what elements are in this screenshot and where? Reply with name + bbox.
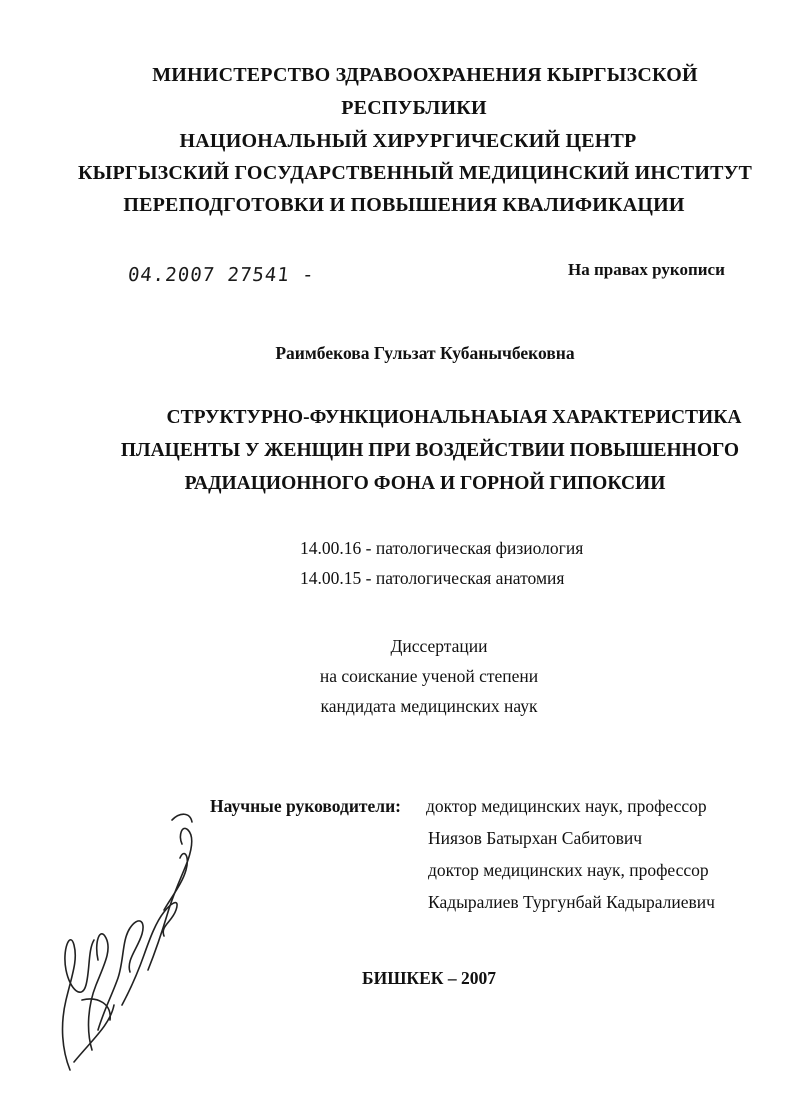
degree-line2: на соискание ученой степени <box>319 666 539 686</box>
supervisor-2-title: доктор медицинских наук, профессор <box>428 860 709 880</box>
degree-line3: кандидата медицинских наук <box>320 696 538 716</box>
handwritten-signature <box>52 800 202 1080</box>
dissertation-title-line2: ПЛАЦЕНТЫ У ЖЕНЩИН ПРИ ВОЗДЕЙСТВИИ ПОВЫШЕННОГО <box>120 440 740 461</box>
ministry-heading: МИНИСТЕРСТВО ЗДРАВООХРАНЕНИЯ КЫРГЫЗСКОЙ <box>152 64 698 86</box>
institute-heading-cont: ПЕРЕПОДГОТОВКИ И ПОВЫШЕНИЯ КВАЛИФИКАЦИИ <box>123 194 685 216</box>
institute-heading: КЫРГЫЗСКИЙ ГОСУДАРСТВЕННЫЙ МЕДИЦИНСКИЙ ИНСТИТУТ <box>77 162 753 184</box>
degree-line1: Диссертации <box>390 636 488 656</box>
supervisor-1-title: доктор медицинских наук, профессор <box>426 796 707 816</box>
registration-stamp-number: 04.2007 27541 - <box>126 264 316 286</box>
dissertation-title-line1: СТРУКТУРНО-ФУНКЦИОНАЛЬНАЫАЯ ХАРАКТЕРИСТИКА <box>166 407 742 428</box>
supervisor-1-name: Ниязов Батырхан Сабитович <box>428 828 643 848</box>
dissertation-title-line3: РАДИАЦИОННОГО ФОНА И ГОРНОЙ ГИПОКСИИ <box>184 473 666 494</box>
supervisor-2-name: Кадыралиев Тургунбай Кадыралиевич <box>428 892 715 912</box>
ministry-heading-cont: РЕСПУБЛИКИ <box>341 97 487 119</box>
rights-note: На правах рукописи <box>568 260 725 279</box>
specialty-item: 14.00.16 - патологическая физиология <box>300 538 584 558</box>
city-year: БИШКЕК – 2007 <box>362 968 496 988</box>
supervisors-label: Научные руководители: <box>210 796 402 816</box>
center-heading: НАЦИОНАЛЬНЫЙ ХИРУРГИЧЕСКИЙ ЦЕНТР <box>179 130 637 152</box>
specialty-item: 14.00.15 - патологическая анатомия <box>300 568 565 588</box>
author-name: Раимбекова Гульзат Кубанычбековна <box>275 343 575 363</box>
